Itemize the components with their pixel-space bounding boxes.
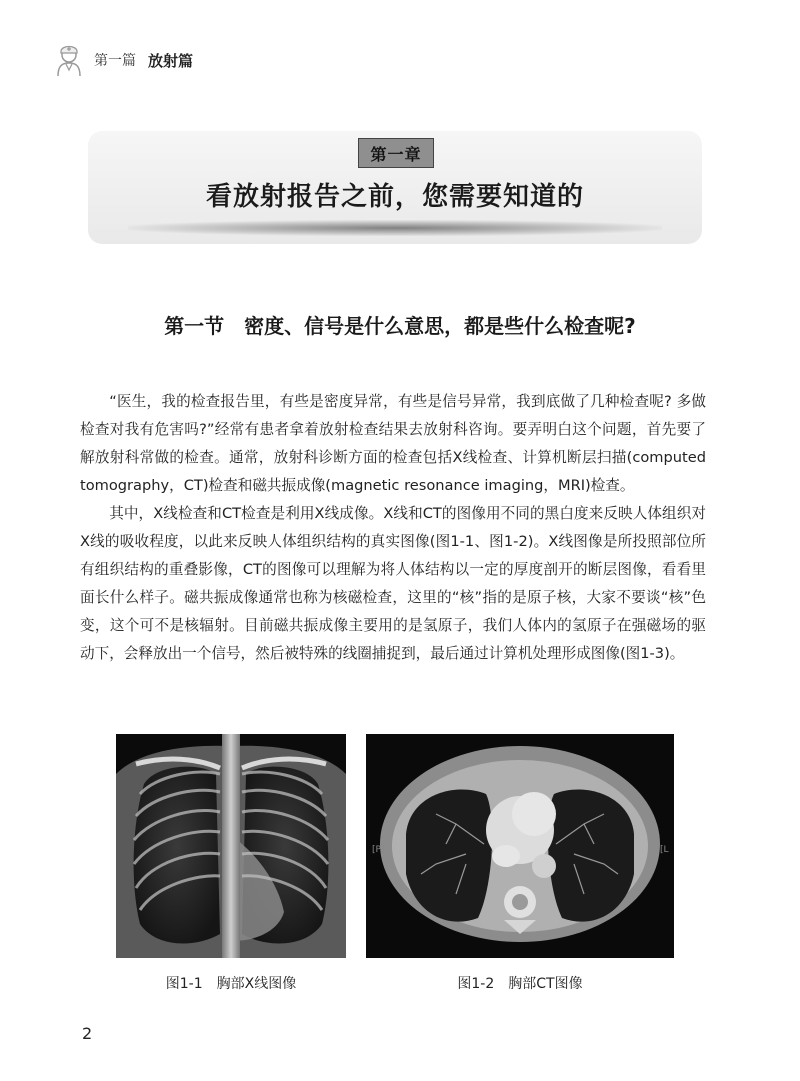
banner-shadow [128, 220, 662, 236]
chapter-title: 看放射报告之前，您需要知道的 [205, 182, 584, 212]
page-header [52, 42, 193, 78]
part-title: 放射篇 [148, 51, 194, 70]
part-label: 第一篇 [94, 53, 136, 69]
paragraph: 其中，X线检查和CT检查是利用X线成像。X线和CT的图像用不同的黑白度来反映人体组织对X线的吸收程度，以此来反映人体组织结构的真实图像(图1-1、图1-2)。X线图像是所投照部位所有组织结构的重叠影像，CT的图像可以理解为将人体结构以一定的厚度剖开的断层图像，看看里面长什么样子。磁共振成像通常也称为核磁检查，这里的“核”指的是原子核，大家不要谈“核”色变，这个可不是核辐射。目前磁共振成像主要用的是氢原子，我们人体内的氢原子在强磁场的驱动下，会释放出一个信号，然后被特殊的线圈捕捉到，最后通过计算机处理形成图像(图1-3)。 [80, 505, 706, 662]
figure-caption: 图1-1 胸部X线图像 [165, 976, 297, 992]
marker-right: [L [660, 845, 669, 855]
chest-xray-image [116, 734, 346, 958]
section-title: 第一节 密度、信号是什么意思，都是些什么检查呢? [164, 314, 636, 338]
marker-left: [P] [372, 845, 385, 855]
page-number: 2 [82, 1024, 93, 1043]
paragraph: “医生，我的检查报告里，有些是密度异常，有些是信号异常，我到底做了几种检查呢? 多做检查对我有危害吗?”经常有患者拿着放射检查结果去放射科咨询。要弄明白这个问题，首先要了解放射科常做的检查。通常，放射科诊断方面的检查包括X线检查、计算机断层扫描(computed tomography，CT)检查和磁共振成像(magnetic resonance imaging，MRI)检查。 [80, 393, 706, 494]
figure-caption: 图1-2 胸部CT图像 [457, 976, 583, 992]
chest-ct-image [366, 734, 674, 958]
body-text [80, 388, 706, 668]
doctor-icon [52, 42, 86, 78]
chapter-label: 第一章 [358, 138, 434, 168]
